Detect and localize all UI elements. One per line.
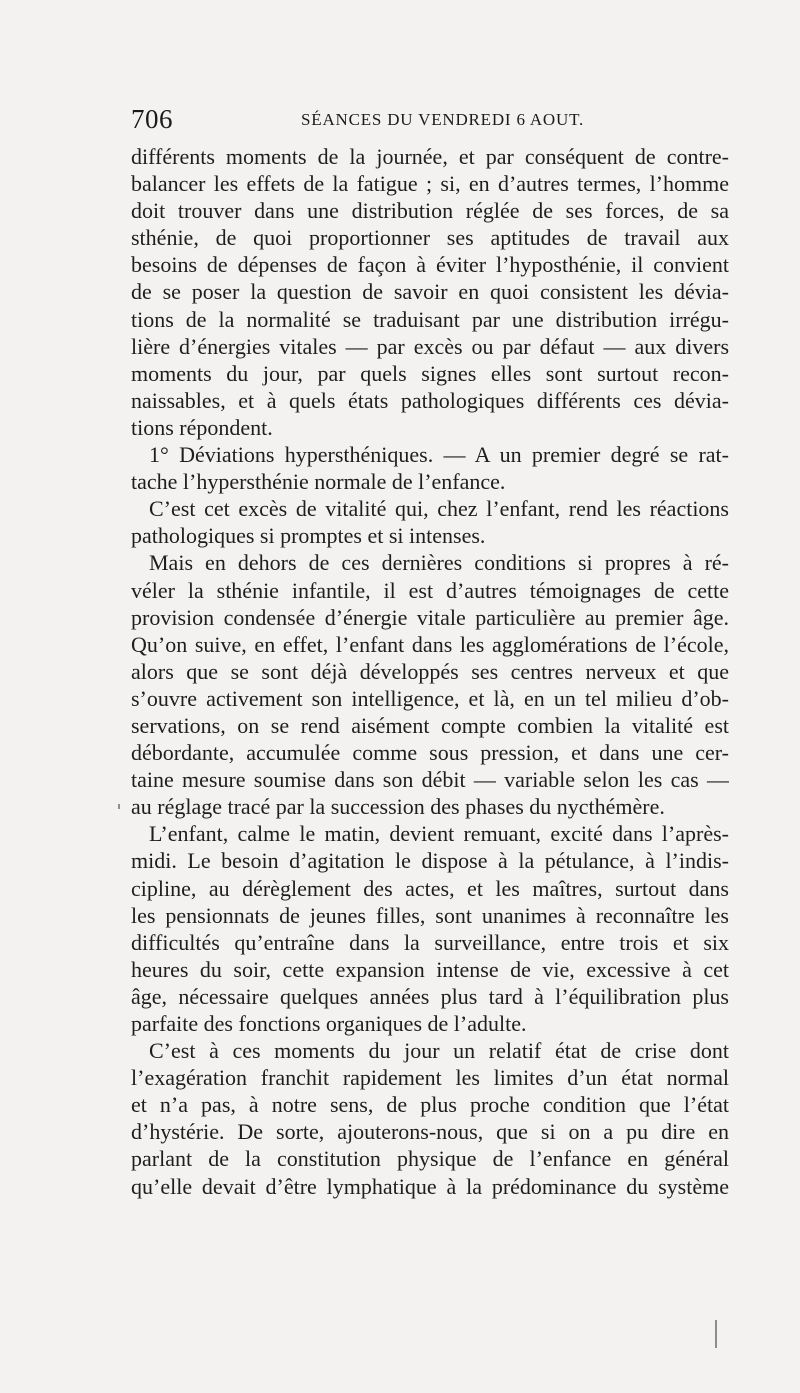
text-line: provision condensée d’énergie vitale particulière au premier âge. bbox=[131, 604, 729, 630]
text-line: besoins de dépenses de façon à éviter l’hyposthénie, il convient bbox=[131, 252, 729, 278]
text-line: C’est cet excès de vitalité qui, chez l’enfant, rend les réactions bbox=[149, 496, 729, 522]
text-line: parlant de la constitution physique de l’enfance en général bbox=[131, 1146, 729, 1172]
text-line: les pensionnats de jeunes filles, sont unanimes à reconnaître les bbox=[131, 902, 729, 928]
text-line: moments du jour, par quels signes elles sont surtout recon- bbox=[131, 360, 729, 386]
text-line: âge, nécessaire quelques années plus tard à l’équilibration plus bbox=[131, 983, 729, 1009]
text-line: tions de la normalité se traduisant par une distribution irrégu- bbox=[131, 306, 729, 332]
text-line: d’hystérie. De sorte, ajouterons-nous, que si on a pu dire en bbox=[131, 1119, 729, 1145]
text-line: doit trouver dans une distribution réglée de ses forces, de sa bbox=[131, 198, 729, 224]
text-line: heures du soir, cette expansion intense de vie, excessive à cet bbox=[131, 956, 729, 982]
text-line: au réglage tracé par la succession des phases du nycthémère. bbox=[131, 794, 665, 820]
text-line: midi. Le besoin d’agitation le dispose à la pétulance, à l’indis- bbox=[131, 848, 729, 874]
text-line: alors que se sont déjà développés ses centres nerveux et que bbox=[131, 658, 729, 684]
page-number: 706 bbox=[131, 104, 173, 134]
scan-mark bbox=[118, 804, 120, 809]
text-line: tions répondent. bbox=[131, 414, 273, 440]
text-line: s’ouvre activement son intelligence, et là, en un tel milieu d’ob- bbox=[131, 685, 729, 711]
running-head: SÉANCES DU VENDREDI 6 AOUT. bbox=[301, 110, 585, 129]
text-line: C’est à ces moments du jour un relatif état de crise dont bbox=[149, 1038, 729, 1064]
text-line: difficultés qu’entraîne dans la surveillance, entre trois et six bbox=[131, 929, 729, 955]
text-line: l’exagération franchit rapidement les limites d’un état normal bbox=[131, 1065, 729, 1091]
text-line: Mais en dehors de ces dernières conditions si propres à ré- bbox=[149, 550, 729, 576]
text-line: de se poser la question de savoir en quoi consistent les dévia- bbox=[131, 279, 729, 305]
text-line: qu’elle devait d’être lymphatique à la prédominance du système bbox=[131, 1173, 729, 1199]
text-line: et n’a pas, à notre sens, de plus proche condition que l’état bbox=[131, 1092, 729, 1118]
text-line: sthénie, de quoi proportionner ses aptitudes de travail aux bbox=[131, 225, 729, 251]
body-text bbox=[131, 143, 729, 1200]
text-line: débordante, accumulée comme sous pression, et dans une cer- bbox=[131, 740, 729, 766]
text-line: véler la sthénie infantile, il est d’autres témoignages de cette bbox=[131, 577, 729, 603]
text-line: lière d’énergies vitales — par excès ou par défaut — aux divers bbox=[131, 333, 729, 359]
scan-mark bbox=[715, 1320, 717, 1348]
text-line: tache l’hypersthénie normale de l’enfance. bbox=[131, 469, 506, 495]
text-line: Qu’on suive, en effet, l’enfant dans les agglomérations de l’école, bbox=[131, 631, 729, 657]
text-line: taine mesure soumise dans son débit — variable selon les cas — bbox=[131, 767, 729, 793]
page-header bbox=[131, 104, 729, 144]
text-line: pathologiques si promptes et si intenses. bbox=[131, 523, 486, 549]
text-line: balancer les effets de la fatigue ; si, en d’autres termes, l’homme bbox=[131, 171, 729, 197]
text-line: L’enfant, calme le matin, devient remuant, excité dans l’après- bbox=[149, 821, 729, 847]
text-line: 1° Déviations hypersthéniques. — A un premier degré se rat- bbox=[149, 442, 729, 468]
text-line: différents moments de la journée, et par conséquent de contre- bbox=[131, 144, 729, 169]
text-line: servations, on se rend aisément compte combien la vitalité est bbox=[131, 712, 729, 738]
text-line: cipline, au dérèglement des actes, et les maîtres, surtout dans bbox=[131, 875, 729, 901]
text-line: parfaite des fonctions organiques de l’adulte. bbox=[131, 1011, 527, 1036]
text-line: naissables, et à quels états pathologiques différents ces dévia- bbox=[131, 387, 729, 413]
